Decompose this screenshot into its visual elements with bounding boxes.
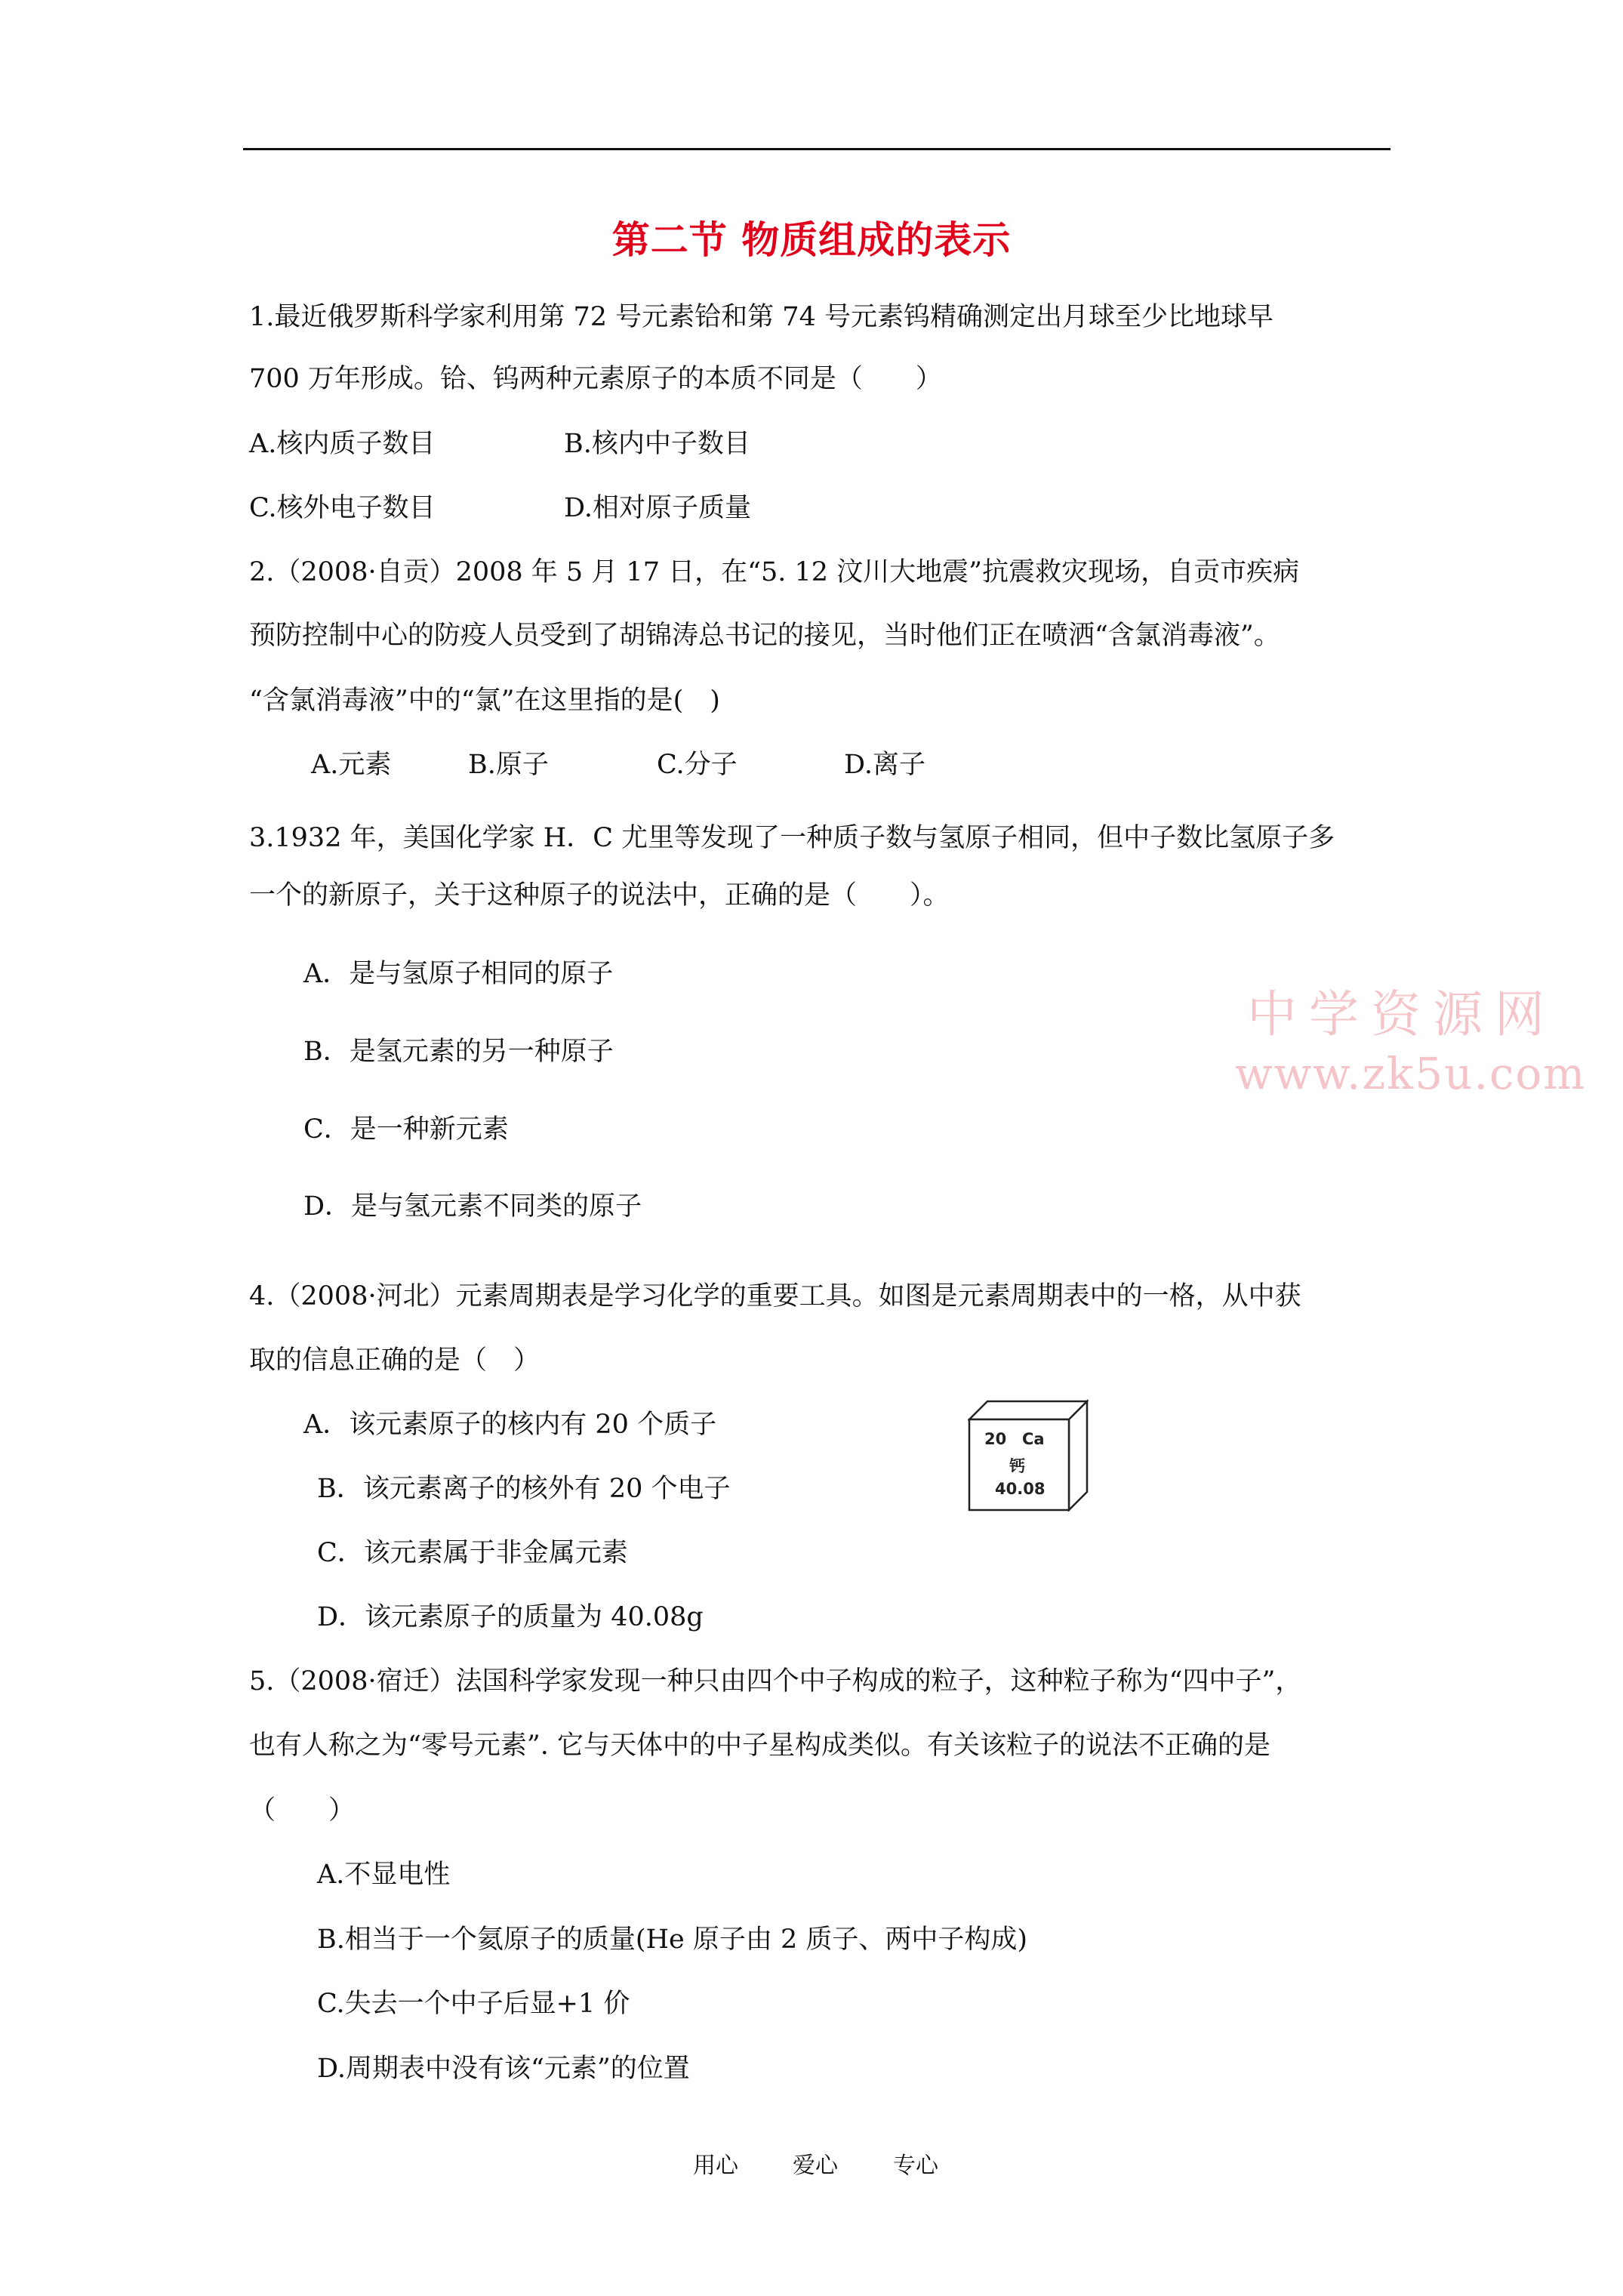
q4-option-c: C．该元素属于非金属元素 [317, 1538, 628, 1568]
q5-option-c: C.失去一个中子后显+1 价 [317, 1989, 630, 2019]
q2-option-c: C.分子 [657, 750, 738, 780]
q1-text-line2: 700 万年形成。铪、钨两种元素原子的本质不同是（ ） [249, 364, 942, 394]
watermark-text-cn: 中学资源网 [1247, 985, 1557, 1043]
q4-option-d: D．该元素原子的质量为 40.08g [317, 1602, 704, 1632]
q5-option-b: B.相当于一个氦原子的质量(He 原子由 2 质子、两中子构成) [317, 1925, 1028, 1955]
q4-text-line2: 取的信息正确的是（ ） [249, 1345, 540, 1376]
q2-text-line3: “含氯消毒液”中的“氯”在这里指的是( ) [249, 686, 720, 716]
periodic-table-cell [968, 1398, 1089, 1512]
q4-text-line1: 4.（2008·河北）元素周期表是学习化学的重要工具。如图是元素周期表中的一格，从中获 [249, 1281, 1301, 1311]
footer-item-1: 用心 [693, 2153, 738, 2179]
q1-option-a: A.核内质子数目 [249, 429, 436, 459]
q1-option-b: B.核内中子数目 [564, 429, 750, 459]
page-title: 第二节 物质组成的表示 [611, 218, 1012, 262]
q3-text-line1: 3.1932 年，美国化学家 H．C 尤里等发现了一种质子数与氢原子相同，但中子数比氢原子多 [249, 823, 1335, 853]
cell-atomic-number: 20 [984, 1430, 1007, 1448]
q1-text-line1: 1.最近俄罗斯科学家利用第 72 号元素铪和第 74 号元素钨精确测定出月球至少比地球早 [249, 302, 1273, 332]
q2-text-line2: 预防控制中心的防疫人员受到了胡锦涛总书记的接见，当时他们正在喷洒“含氯消毒液”。 [249, 621, 1280, 651]
header-rule [243, 148, 1390, 150]
q5-option-d: D.周期表中没有该“元素”的位置 [317, 2054, 690, 2084]
watermark-url: www.zk5u.com [1235, 1048, 1587, 1099]
q2-text-line1: 2.（2008·自贡）2008 年 5 月 17 日，在“5. 12 汶川大地震”抗震救灾现场，自贡市疾病 [249, 557, 1300, 587]
q3-option-c: C．是一种新元素 [303, 1114, 509, 1145]
cell-element-name: 钙 [1009, 1457, 1025, 1475]
footer-item-3: 专心 [893, 2153, 938, 2179]
cell-atomic-mass: 40.08 [995, 1480, 1046, 1498]
q3-option-b: B．是氢元素的另一种原子 [303, 1037, 614, 1067]
q2-option-b: B.原子 [468, 750, 549, 780]
cell-element-symbol: Ca [1022, 1430, 1045, 1448]
q4-option-b: B．该元素离子的核外有 20 个电子 [317, 1474, 731, 1504]
q1-option-c: C.核外电子数目 [249, 493, 436, 523]
q5-text-line1: 5.（2008·宿迁）法国科学家发现一种只由四个中子构成的粒子，这种粒子称为“四中子”， [249, 1666, 1302, 1697]
q3-text-line2: 一个的新原子，关于这种原子的说法中，正确的是（ ）。 [249, 880, 950, 911]
q3-option-a: A．是与氢原子相同的原子 [303, 959, 614, 989]
q4-option-a: A．该元素原子的核内有 20 个质子 [303, 1410, 717, 1440]
q5-text-line3: （ ） [249, 1795, 356, 1826]
q2-option-a: A.元素 [311, 750, 392, 780]
footer-item-2: 爱心 [793, 2153, 838, 2179]
q1-option-d: D.相对原子质量 [564, 493, 751, 523]
q5-option-a: A.不显电性 [317, 1860, 451, 1890]
q3-option-d: D．是与氢元素不同类的原子 [303, 1191, 642, 1222]
q5-text-line2: 也有人称之为“零号元素”. 它与天体中的中子星构成类似。有关该粒子的说法不正确的是 [249, 1730, 1271, 1761]
q2-option-d: D.离子 [844, 750, 925, 780]
